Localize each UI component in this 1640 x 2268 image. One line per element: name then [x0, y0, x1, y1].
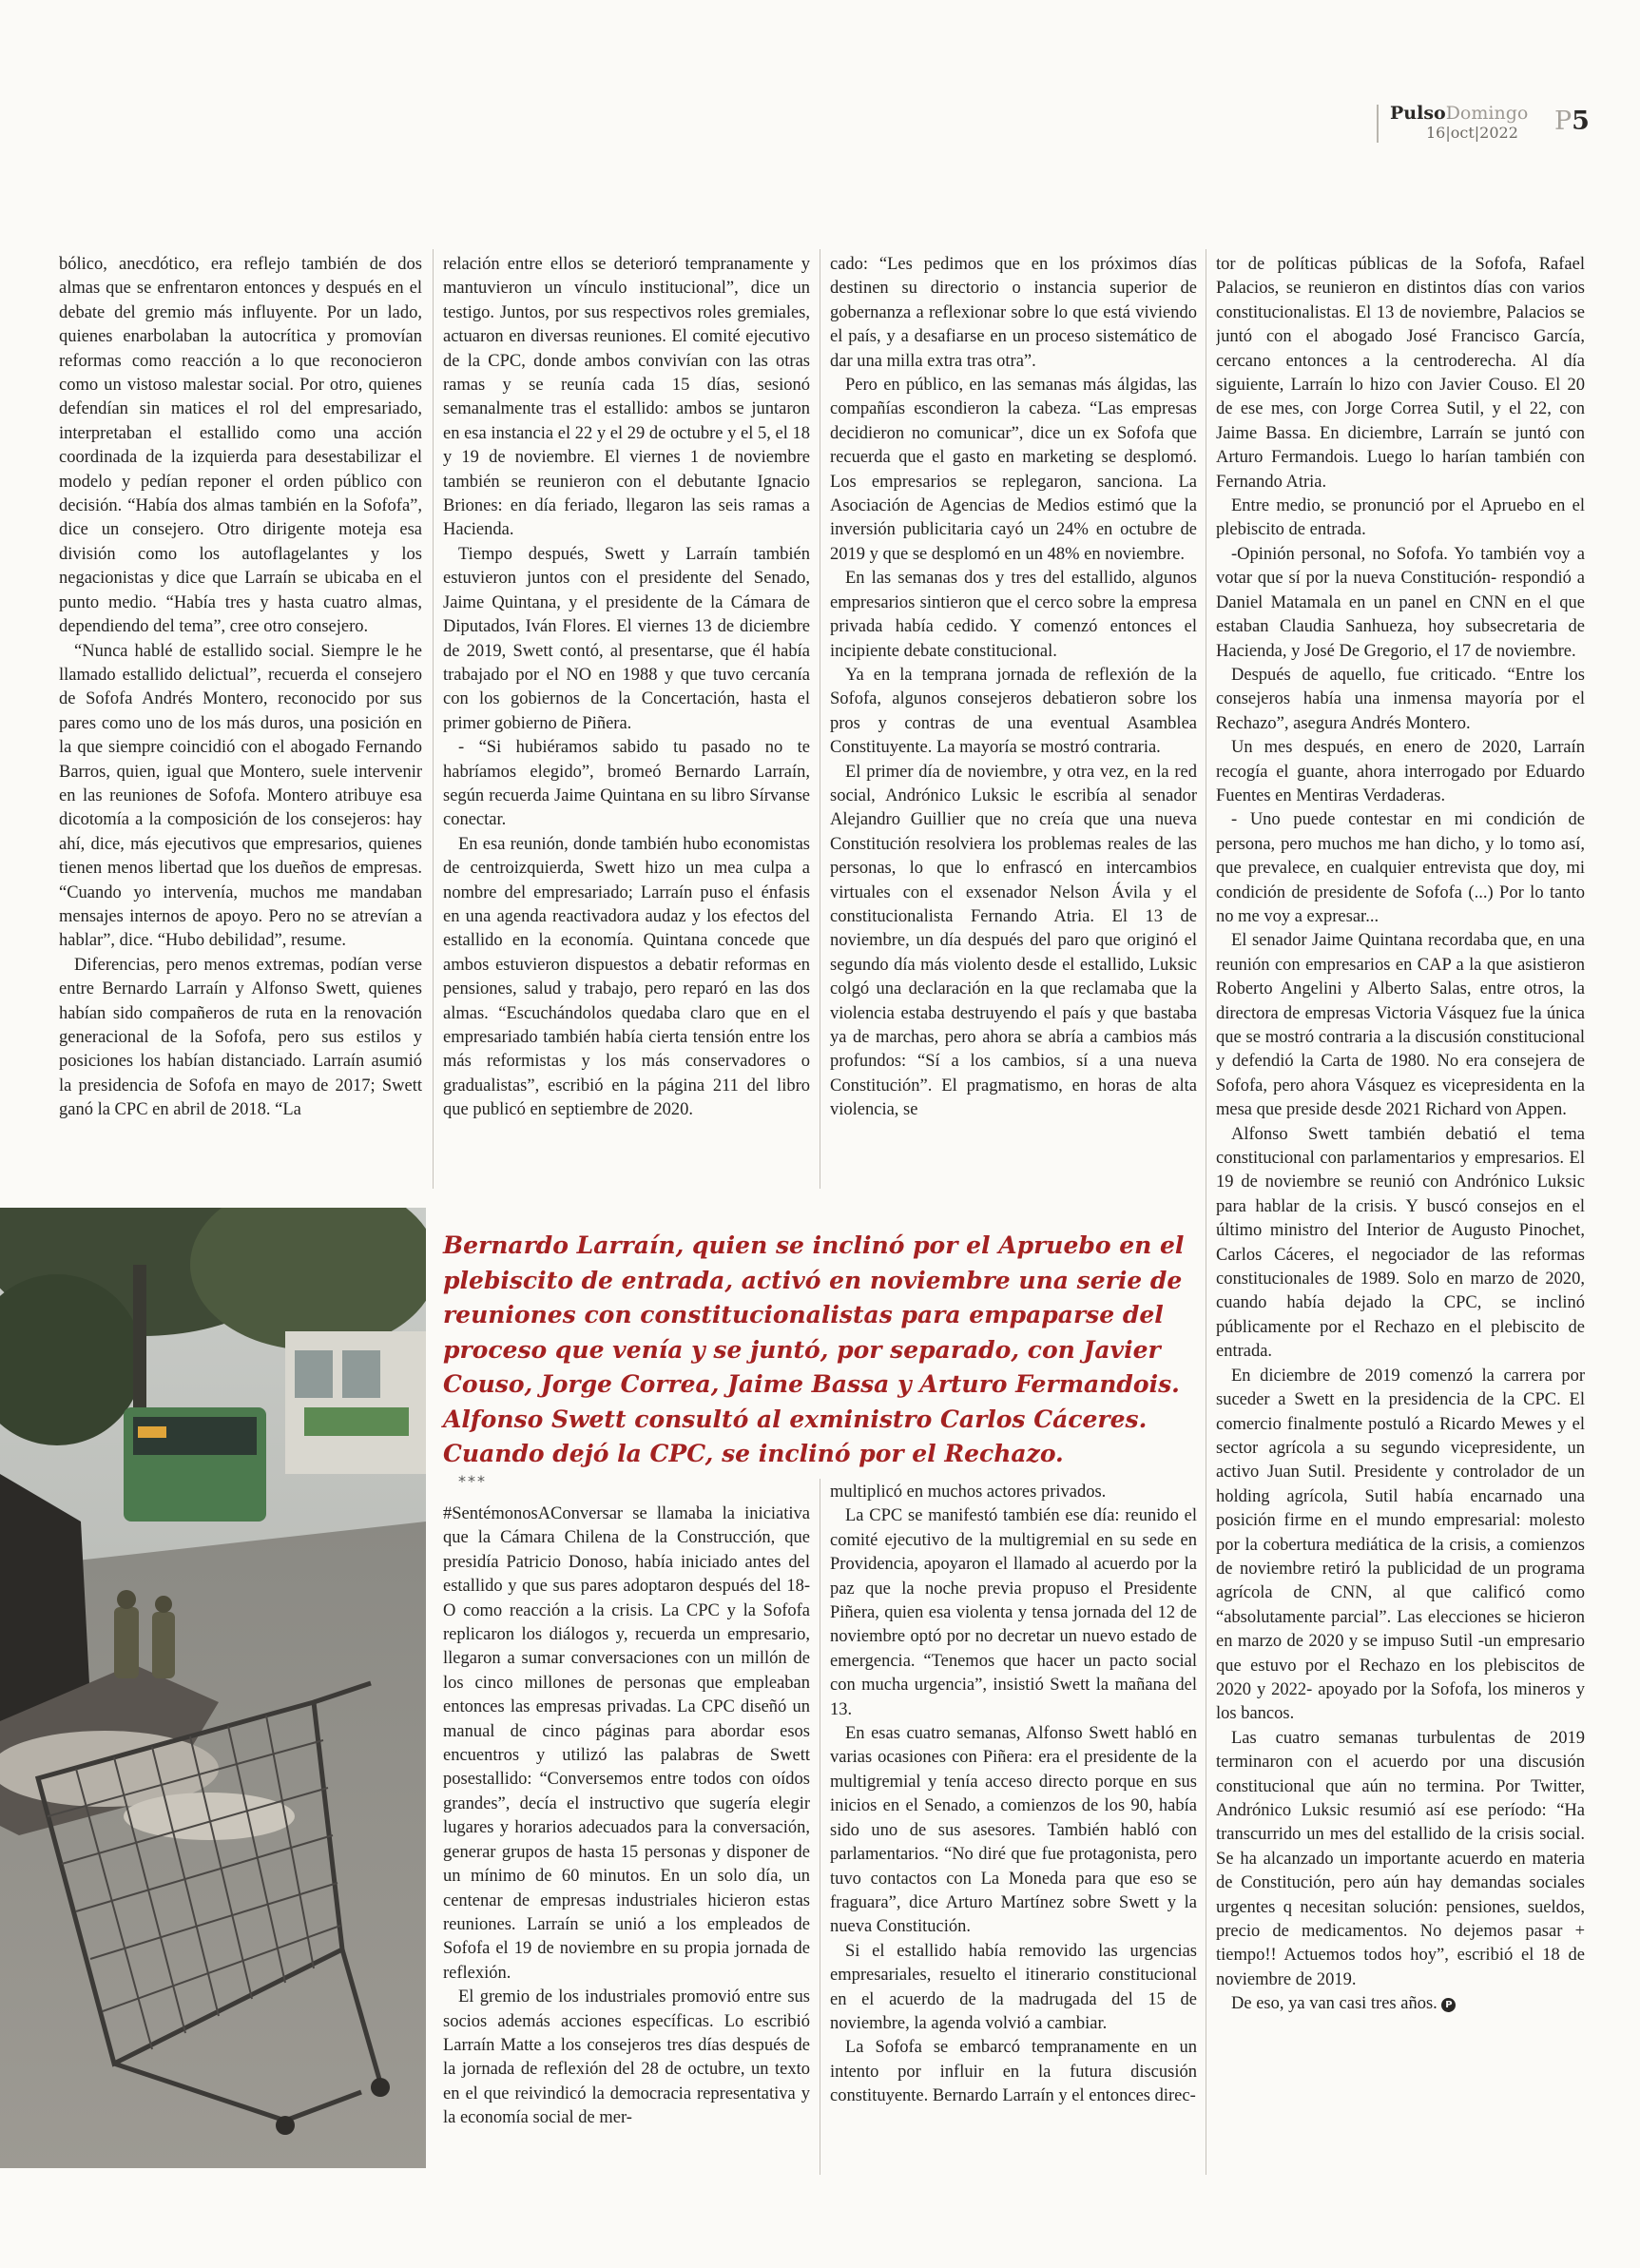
issue-date: 16|oct|2022 — [1426, 124, 1518, 142]
paragraph: - “Si hubiéramos sabido tu pasado no te habríamos elegido”, bromeó Bernardo Larraín, según recuerda Jaime Quintana en su libro Sírvanse conectar. — [443, 738, 810, 830]
article-column-2-lower — [443, 1502, 810, 2193]
paragraph: Entre medio, se pronunció por el Apruebo en el plebiscito de entrada. — [1216, 496, 1585, 540]
paragraph: #SentémonosAConversar se llamaba la iniciativa que la Cámara Chilena de la Construcción, que presidía Patricio Donoso, había iniciado antes del estallido y que sus pares adoptaron después del 18-O como reacción a la crisis. La CPC y la Sofofa replicaron los diálogos y, recuerda un empresario, llegaron a sumar conversaciones con un millón de los cinco millones de personas que empleaban entonces las empresas privadas. La CPC diseñó un manual de cinco páginas para abordar esos encuentros y utilizó las palabras de Swett posestallido: “Conversemos entre todos con oídos grandes”, decía el instructivo que sugería elegir lugares y horarios adecuados para la conversación, generar grupos de hasta 15 personas y disponer de un mínimo de 60 minutos. En un solo día, un centenar de empresas industriales hicieron estas reuniones. Larraín se unió a los empleados de Sofofa el 19 de noviembre en su propia jornada de reflexión. — [443, 1504, 810, 1983]
paragraph: cado: “Les pedimos que en los próximos días destinen su directorio o instancia superior de gobernanza a reflexionar sobre lo que está viviendo el país, y a desafiarse en un proceso sistemático de dar una milla extra tras otra”. — [830, 255, 1197, 371]
paragraph: Diferencias, pero menos extremas, podían verse entre Bernardo Larraín y Alfonso Swett, quienes habían sido compañeros de ruta en la renovación generacional de la Sofofa, pero sus estilos y posiciones los habían distanciado. Larraín asumió la presidencia de Sofofa en mayo de 2017; Swett ganó la CPC en abril de 2018. “La — [59, 955, 422, 1120]
street-scene-illustration — [0, 1208, 426, 2168]
paragraph: - Uno puede contestar en mi condición de persona, pero muchos me han dicho, y lo tomo así, que prevalece, en cualquier entrevista que doy, mi condición de presidente de Sofofa (...) Por lo tanto no me voy a expresar... — [1216, 810, 1585, 926]
paragraph: relación entre ellos se deterioró tempranamente y mantuvieron un vínculo institucional”, dice un testigo. Juntos, por sus respectivos roles gremiales, actuaron en diversas reuniones. El comité ejecutivo de la CPC, donde ambos convivían con las otras ramas y se reunía cada 15 días, sesionó semanalmente tras el estallido: ambos se juntaron en esa instancia el 22 y el 29 de octubre y el 5, el 18 y 19 de noviembre. El viernes 1 de noviembre también se reunieron con el debutante Ignacio Briones: en día feriado, llegaron las seis ramas a Hacienda. — [443, 255, 810, 540]
paragraph: La CPC se manifestó también ese día: reunido el comité ejecutivo de la multigremial en su sede en Providencia, apoyaron el llamado al acuerdo por la paz que la noche previa propuso el Presidente Piñera, quien esa violenta y tensa jornada del 12 de noviembre optó por no decretar un nuevo estado de emergencia. “Tenemos que hacer un pacto social con mucha urgencia”, insistió Swett la mañana del 13. — [830, 1506, 1197, 1719]
page-number: P5 — [1554, 107, 1590, 136]
paragraph: Un mes después, en enero de 2020, Larraín recogía el guante, ahora interrogado por Eduardo Fuentes en Mentiras Verdaderas. — [1216, 738, 1585, 805]
paragraph: La Sofofa se embarcó tempranamente en un intento por influir en la futura discusión constituyente. Bernardo Larraín y el entonces direc- — [830, 2038, 1197, 2106]
paragraph: En diciembre de 2019 comenzó la carrera por suceder a Swett en la presidencia de la CPC. El comercio finalmente postuló a Ricardo Mewes y el sector agrícola a su segundo vicepresidente, un activo Juan Sutil. Presidente y controlador de un holding agrícola, Sutil había encarnado una posición firme en el mundo empresarial: molesto por la cobertura mediática de la crisis, a comienzos de noviembre retiró la publicidad de un programa agrícola de CNN, al que calificó como “absolutamente parcial”. Las elecciones se hicieron en marzo de 2020 y se impuso Sutil -un empresario que estuvo por el Rechazo en los plebiscitos de 2020 y 2022- apoyado por la Sofofa, los mineros y los bancos. — [1216, 1366, 1585, 1724]
paragraph: El senador Jaime Quintana recordaba que, en una reunión con empresarios en CAP a la que asistieron Roberto Angelini y Alberto Salas, entre otros, la directora de empresas Victoria Vásquez fue la única que se mostró contraria a la discusión constitucional y defendió la Carta de 1980. No era consejera de Sofofa, pero ahora Vásquez es vicepresidenta en la mesa que preside desde 2021 Richard von Appen. — [1216, 931, 1585, 1120]
paragraph: bólico, anecdótico, era reflejo también de dos almas que se enfrentaron entonces y después en el debate del gremio más influyente. Por un lado, quienes enarbolaban la autocrítica y promovían reformas como reacción a lo que reconocieron como un vistoso malestar social. Por otro, quienes defendían sin matices el rol del empresariado, interpretaban el estallido como una acción coordinada de la izquierda para desestabilizar el modelo y pedían reponer el orden público con decisión. “Había dos almas también en la Sofofa”, dice un consejero. Otro dirigente moteja esa división como los autoflagelantes y los negacionistas y dice que Larraín se ubicaba en el punto medio. “Había tres y hasta cuatro almas, dependiendo del tema”, cree otro consejero. — [59, 255, 422, 637]
paragraph: Después de aquello, fue criticado. “Entre los consejeros había una inmensa mayoría por el Rechazo”, asegura Andrés Montero. — [1216, 665, 1585, 733]
closing-paragraph: De eso, ya van casi tres años. P — [1216, 1992, 1585, 2016]
article-column-3-lower — [830, 1481, 1197, 2171]
header-divider — [1377, 105, 1379, 143]
brand-name: PulsoDomingo — [1390, 103, 1529, 124]
paragraph: En esas cuatro semanas, Alfonso Swett habló en varias ocasiones con Piñera: era el presidente de la multigremial y tenía acceso directo porque en sus inicios en el Senado, a comienzos de los 90, había sido uno de sus asesores. También habló con parlamentarios. “No diré que fue protagonista, pero tuvo contactos con La Moneda para que eso se fraguara”, dice Arturo Martínez sobre Swett y la nueva Constitución. — [830, 1724, 1197, 1937]
paragraph: El gremio de los industriales promovió entre sus socios además acciones específicas. Lo escribió Larraín Matte a los consejeros tres días después de la jornada de reflexión del 28 de octubre, un texto en el que reivindicó la democracia representativa y la economía social de mer- — [443, 1987, 810, 2128]
article-column-2 — [443, 253, 810, 1175]
paragraph: El primer día de noviembre, y otra vez, en la red social, Andrónico Luksic le escribía al senador Alejandro Guillier que no creía que una nueva Constitución resolviera los problemas reales de las personas, lo que lo enfrascó en intercambios virtuales con el exsenador Nelson Ávila y el constitucionalista Fernando Atria. El 13 de noviembre, un día después del paro que originó el segundo día más violento desde el estallido, Luksic colgó una declaración en la que reclamaba que la violencia estaba destruyendo el país y que bastaba ya de marchas, pero ahora se abría a cambios más profundos: “Sí a los cambios, sí a una nueva Constitución”. El pragmatismo, en horas de alta violencia, se — [830, 762, 1197, 1120]
paragraph: En esa reunión, donde también hubo economistas de centroizquierda, Swett hizo un mea culpa a nombre del empresariado; Larraín puso el énfasis en una agenda reactivadora audaz y los efectos del estallido en la economía. Quintana concede que ambos estuvieron dispuestos a debatir reformas en pensiones, salud y trabajo, pero reparó en las dos almas. “Escuchándolos quedaba claro que en el empresariado también había cierta tensión entre los más reformistas y los más conservadores o gradualistas”, escribió en la página 211 del libro que publicó en septiembre de 2020. — [443, 834, 810, 1120]
paragraph: Alfonso Swett también debatió el tema constitucional con parlamentarios y empresarios. El 19 de noviembre se reunió con Andrónico Luksic para hablar de la crisis. Y buscó consejos en el último ministro del Interior de Augusto Pinochet, Carlos Cáceres, el negociador de las reformas constitucionales de 1989. Solo en marzo de 2020, cuando había dejado la CPC, se inclinó públicamente por el Rechazo en el plebiscito de entrada. — [1216, 1124, 1585, 1362]
paragraph: Pero en público, en las semanas más álgidas, las compañías escondieron la cabeza. “Las empresas decidieron no comunicar”, dice un ex Sofofa que recuerda que el gasto en marketing se desplomó. Los empresarios se replegaron, sanciona. La Asociación de Agencias de Medios estimó que la inversión publicitaria cayó un 24% en octubre de 2019 y que se desplomó en un 48% en noviembre. — [830, 376, 1197, 564]
paragraph: -Opinión personal, no Sofofa. Yo también voy a votar que sí por la nueva Constitución- respondió a Daniel Matamala en un panel en CNN en el que estaban Claudia Sanhueza, hoy subsecretaria de Hacienda, y José De Gregorio, el 17 de noviembre. — [1216, 544, 1585, 661]
article-column-1 — [59, 253, 422, 1185]
paragraph: Ya en la temprana jornada de reflexión de la Sofofa, algunos consejeros debatieron sobre los pros y contras de una eventual Asamblea Constituyente. La mayoría se mostró contraria. — [830, 665, 1197, 758]
column-rule — [433, 249, 434, 1189]
paragraph: Las cuatro semanas turbulentas de 2019 terminaron con el acuerdo por una discusión constitucional que aún no termina. Por Twitter, Andrónico Luksic resumió así ese período: “Ha transcurrido un mes del estallido de la crisis social. Se ha alcanzado un importante acuerdo en materia de Constitución, pero aún hay demandas sociales urgentes q necesitan solución: pensiones, sueldos, precio de medicamentos. No dejemos pasar + tiempo!! Actuemos todos hoy”, escribió el 18 de noviembre de 2019. — [1216, 1728, 1585, 1989]
article-column-4 — [1216, 253, 1585, 2170]
paragraph: Si el estallido había removido las urgencias empresariales, resuelto el itinerario constitucional en el acuerdo de la madrugada del 15 de noviembre, la agenda volvió a cambiar. — [830, 1941, 1197, 2033]
paragraph: tor de políticas públicas de la Sofofa, Rafael Palacios, se reunieron en distintos días con varios constitucionalistas. El 13 de noviembre, Palacios se juntó con el abogado José Francisco García, cercano entonces a la centroderecha. Al día siguiente, Larraín lo hizo con Javier Couso. El 20 de ese mes, con Jorge Correa Sutil, y el 22, con Jaime Bassa. En diciembre, Larraín se juntó con Arturo Fermandois. Luego lo harían también con Fernando Atria. — [1216, 255, 1585, 492]
paragraph: “Nunca hablé de estallido social. Siempre le he llamado estallido delictual”, recuerda el consejero de Sofofa Andrés Montero, reconocido por sus pares como uno de los más duros, una posición en la que siempre coincidió con el abogado Fernando Barros, quien, igual que Montero, suele intervenir en las reuniones de Sofofa. Montero atribuye esa dicotomía a la composición de los consejeros: hay ahí, dice, más ejecutivos que empresarios, quienes tienen menos libertad que los dueños de empresas. “Cuando yo intervenía, muchos me mandaban mensajes internos de apoyo. Pero no se atrevían a hablar”, dice. “Hubo debilidad”, resume. — [59, 641, 422, 951]
paragraph: En las semanas dos y tres del estallido, algunos empresarios sintieron que el cerco sobre la empresa privada había cedido. Y comenzó entonces el incipiente debate constitucional. — [830, 569, 1197, 661]
paragraph: Tiempo después, Swett y Larraín también estuvieron juntos con el presidente del Senado, Jaime Quintana, y el presidente de la Cámara de Diputados, Iván Flores. El viernes 13 de diciembre de 2019, Swett contó, al presentarse, que él había trabajado por el NO en 1988 y que tuvo cercanía con los gobiernos de la Concertación, hasta el primer gobierno de Piñera. — [443, 544, 810, 733]
article-column-3 — [830, 253, 1197, 1185]
paragraph: multiplicó en muchos actores privados. — [830, 1483, 1107, 1502]
pull-quote: Bernardo Larraín, quien se inclinó por el Apruebo en el plebiscito de entrada, activó en noviembre una serie de reuniones con constitucionalistas para empaparse del proceso que venía y se juntó, por separado, con Javier Couso, Jorge Correa, Jaime Bassa y Arturo Fermandois. Alfonso Swett consultó al exministro Carlos Cáceres. Cuando dejó la CPC, se inclinó por el Rechazo. — [443, 1231, 1185, 1467]
end-mark-icon: P — [1441, 1998, 1456, 2012]
news-photo — [0, 1208, 426, 2168]
section-separator: *** — [458, 1472, 487, 1490]
